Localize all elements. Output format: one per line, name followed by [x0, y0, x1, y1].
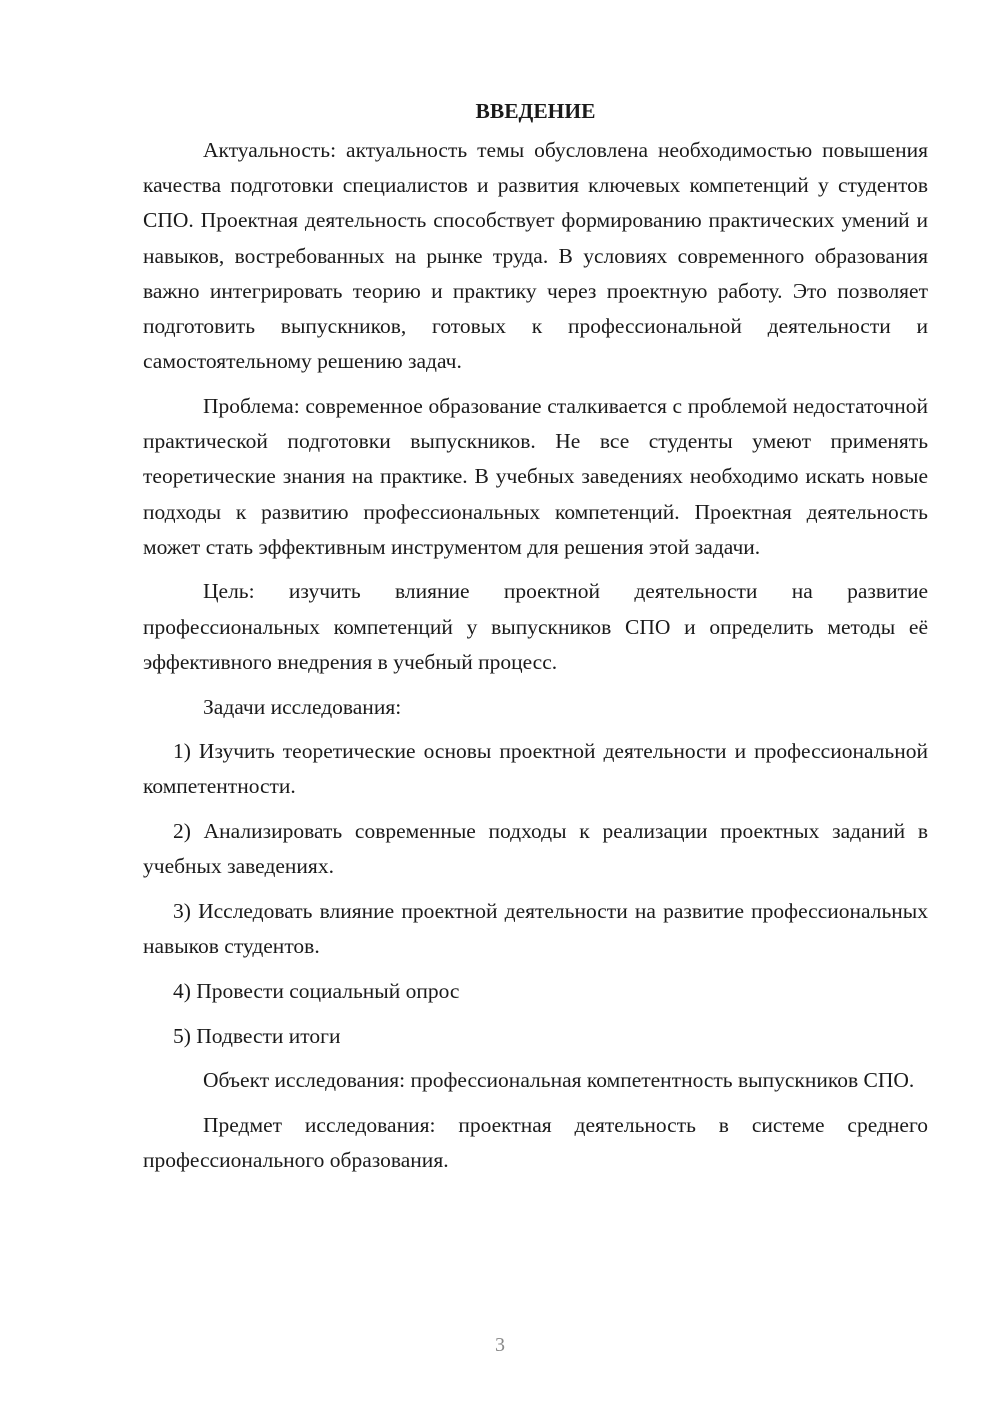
task-item-5: 5) Подвести итоги — [173, 1023, 341, 1048]
paragraph-problem: Проблема: современное образование сталкивается с проблемой недостаточной практической подготовки выпускников. Не все студенты умеют применять теоретические знания на практике. В учебных заведениях необходимо искать новые подходы к развитию профессиональных компетенций. Проектная деятельность может стать эффективным инструментом для решения этой задачи. — [143, 393, 928, 559]
paragraph-goal: Цель: изучить влияние проектной деятельности на развитие профессиональных компетенций у выпускников СПО и определить методы её эффективного внедрения в учебный процесс. — [143, 579, 928, 674]
task-item-2: 2) Анализировать современные подходы к реализации проектных заданий в учебных заведениях. — [143, 819, 928, 879]
paragraph-object: Объект исследования: профессиональная компетентность выпускников СПО. — [203, 1068, 915, 1093]
task-item-3: 3) Исследовать влияние проектной деятельности на развитие профессиональных навыков студентов. — [143, 899, 928, 959]
task-item-4: 4) Провести социальный опрос — [173, 978, 460, 1003]
page-number: 3 — [495, 1334, 505, 1356]
paragraph-subject: Предмет исследования: проектная деятельность в системе среднего профессионального образования. — [143, 1113, 928, 1173]
page-title: ВВЕДЕНИЕ — [475, 99, 596, 123]
document-page — [143, 95, 928, 1188]
task-item-1: 1) Изучить теоретические основы проектной деятельности и профессиональной компетентности. — [143, 739, 928, 799]
paragraph-tasks-heading: Задачи исследования: — [203, 694, 402, 719]
paragraph-relevance: Актуальность: актуальность темы обусловлена необходимостью повышения качества подготовки специалистов и развития ключевых компетенций у студентов СПО. Проектная деятельность способствует формированию практических умений и навыков, востребованных на рынке труда. В условиях современного образования важно интегрировать теорию и практику через проектную работу. Это позволяет подготовить выпускников, готовых к профессиональной деятельности и самостоятельному решению задач. — [143, 138, 928, 374]
